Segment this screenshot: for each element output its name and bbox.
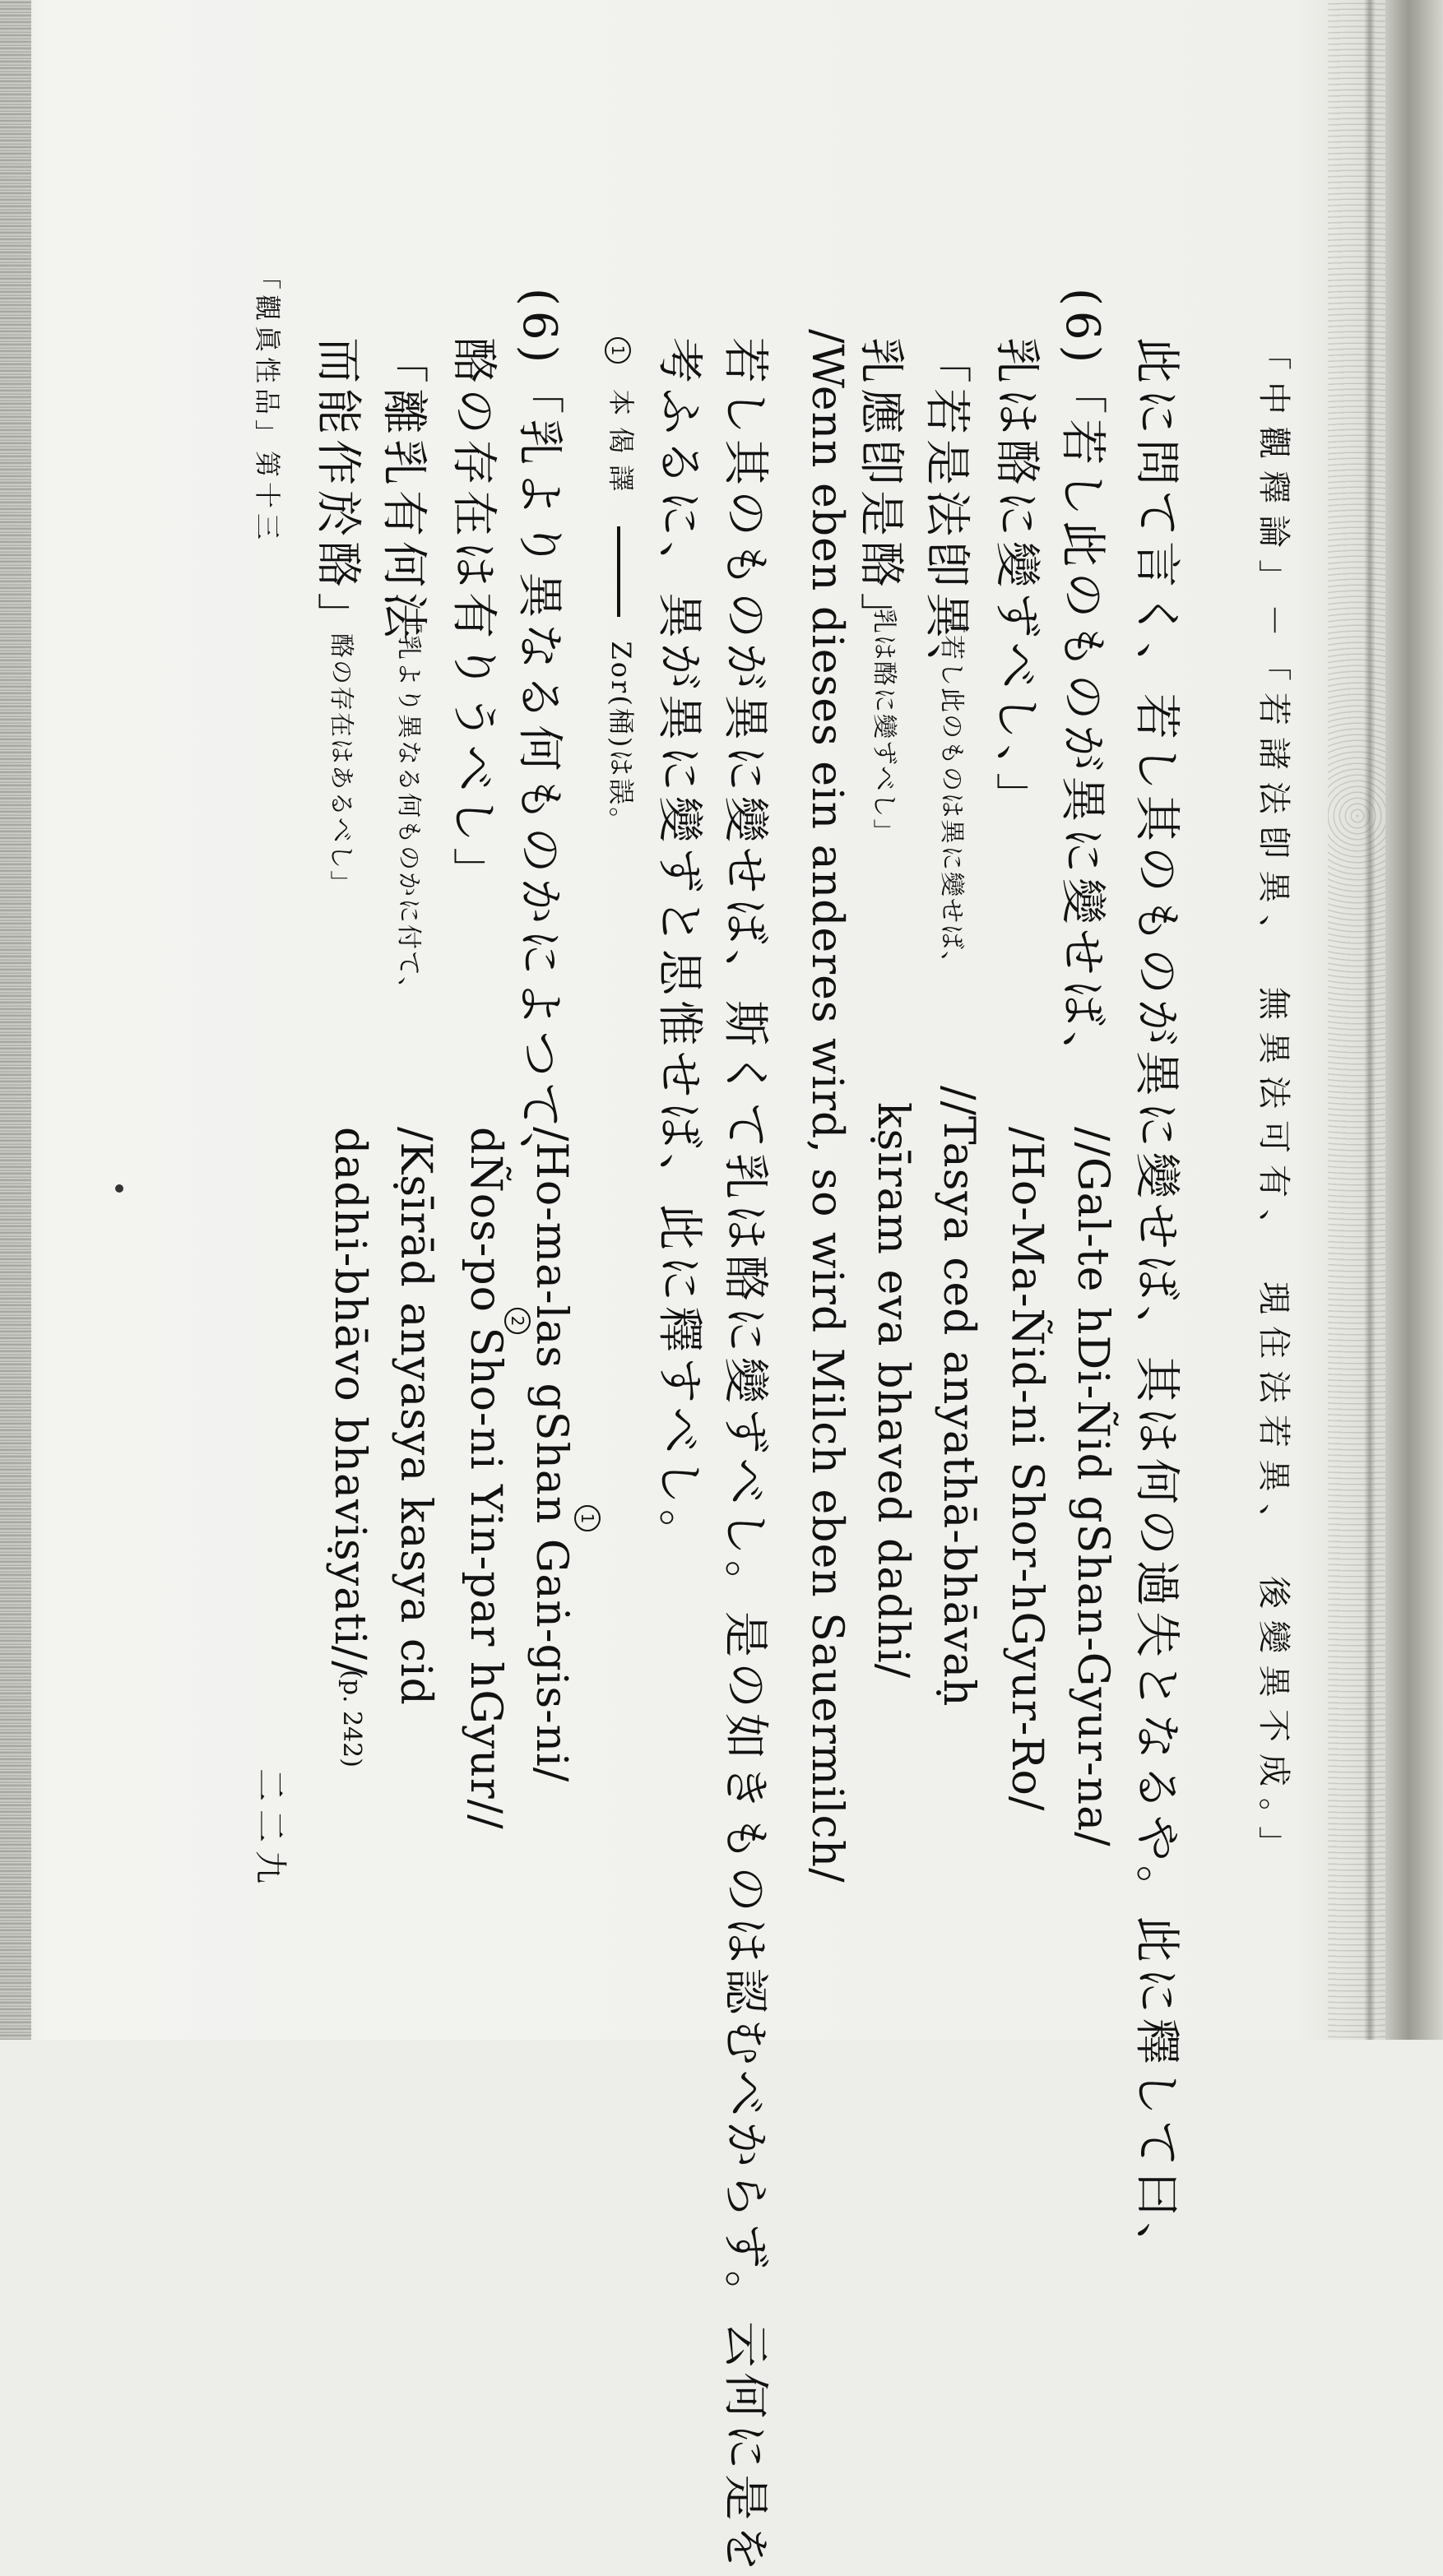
verse-chinese: 「若是法卽異、	[920, 337, 973, 694]
footnote-label: 本偈譯	[606, 389, 637, 503]
verse-chinese: 而能作於酪」	[311, 337, 364, 643]
verse-gloss: 「若し此のものは異に變せば、	[937, 609, 966, 977]
running-head: 「中觀釋論」－「若諸法卽異、 無異法可有、 現住法若異、 後變異不成。」	[1255, 337, 1292, 1870]
verse-jp: 酪の存在は有りうべし」	[447, 337, 500, 898]
verse-gloss: 乳は酪に變ずべし」	[870, 609, 898, 846]
verse-tibetan: dÑos-po Sho-ni Yin-par hGyur//	[461, 1127, 510, 1830]
ink-speck	[115, 1184, 123, 1193]
german-translation: /Wenn eben dieses ein anderes wird, so wird Milch eben Sauermilch/	[802, 329, 851, 1883]
verse-tibetan: /Ho-Ma-Ñid-ni Shor-hGyur-Ro/	[1002, 1127, 1051, 1812]
verse-sanskrit: dadhi-bhāvo bhaviṣyati//	[325, 1127, 374, 1676]
footnote-dash	[618, 526, 621, 617]
text-line: 若し其のものが異に變せば、斯くて乳は酪に變ずべし。是の如きものは認むべからず。云何に是を	[718, 337, 772, 2576]
chapter-footer: 「觀眞性品」第十三	[252, 263, 283, 545]
page-edge-right	[1385, 0, 1443, 2040]
verse-jp: (6)「乳より異なる何ものかによつて、	[513, 288, 566, 1184]
page-reference: (p. 242)	[337, 1670, 366, 1768]
verse-jp: (6)「若し此のものが異に變せば、	[1056, 288, 1109, 1082]
verse-chinese: 乳應卽是酪」	[854, 337, 907, 643]
footnote-marker: 1	[605, 337, 631, 364]
verse-sanskrit: //Tasya ced anyathā-bhāvaḥ	[934, 1086, 983, 1707]
footnote-ref-2: 2	[504, 1308, 531, 1334]
verse-chinese: 「離乳有何法	[377, 337, 430, 643]
verse-gloss: 「乳より異なる何ものかに付て、	[394, 609, 423, 1003]
footnote-ref-1: 1	[574, 1505, 601, 1531]
verse-jp: 乳は酪に變ずべし、」	[990, 337, 1043, 823]
text-line: 考ふるに、異が異に變ずと思惟せば、此に釋すべし。	[652, 337, 706, 1560]
footnote	[604, 337, 642, 836]
text-line: 此に問て言く、若し其のものが異に變せば、其は何の過失となるや。此に釋して曰、	[1130, 337, 1183, 2273]
verse-gloss: 酪の存在はあるべし」	[327, 633, 355, 897]
verse-sanskrit: /Kṣīrād anyasya kasya cid	[391, 1127, 440, 1706]
verse-sanskrit: kṣīram eva bhaved dadhi/	[868, 1102, 917, 1679]
verse-tibetan-text: /Ho-ma-las gShan Gaṅ-gis-ni/	[527, 1127, 576, 1783]
verse-tibetan	[527, 1127, 576, 1782]
footnote-body: Zor(桶)は誤。	[606, 641, 637, 836]
verse-tibetan: //Gal-te hDi-Ñid gShan-Gyur-na/	[1068, 1127, 1117, 1847]
page-number: 二二九	[251, 1768, 289, 1892]
page-edge-left	[0, 0, 31, 2040]
rotated-text-block	[148, 263, 1300, 2576]
